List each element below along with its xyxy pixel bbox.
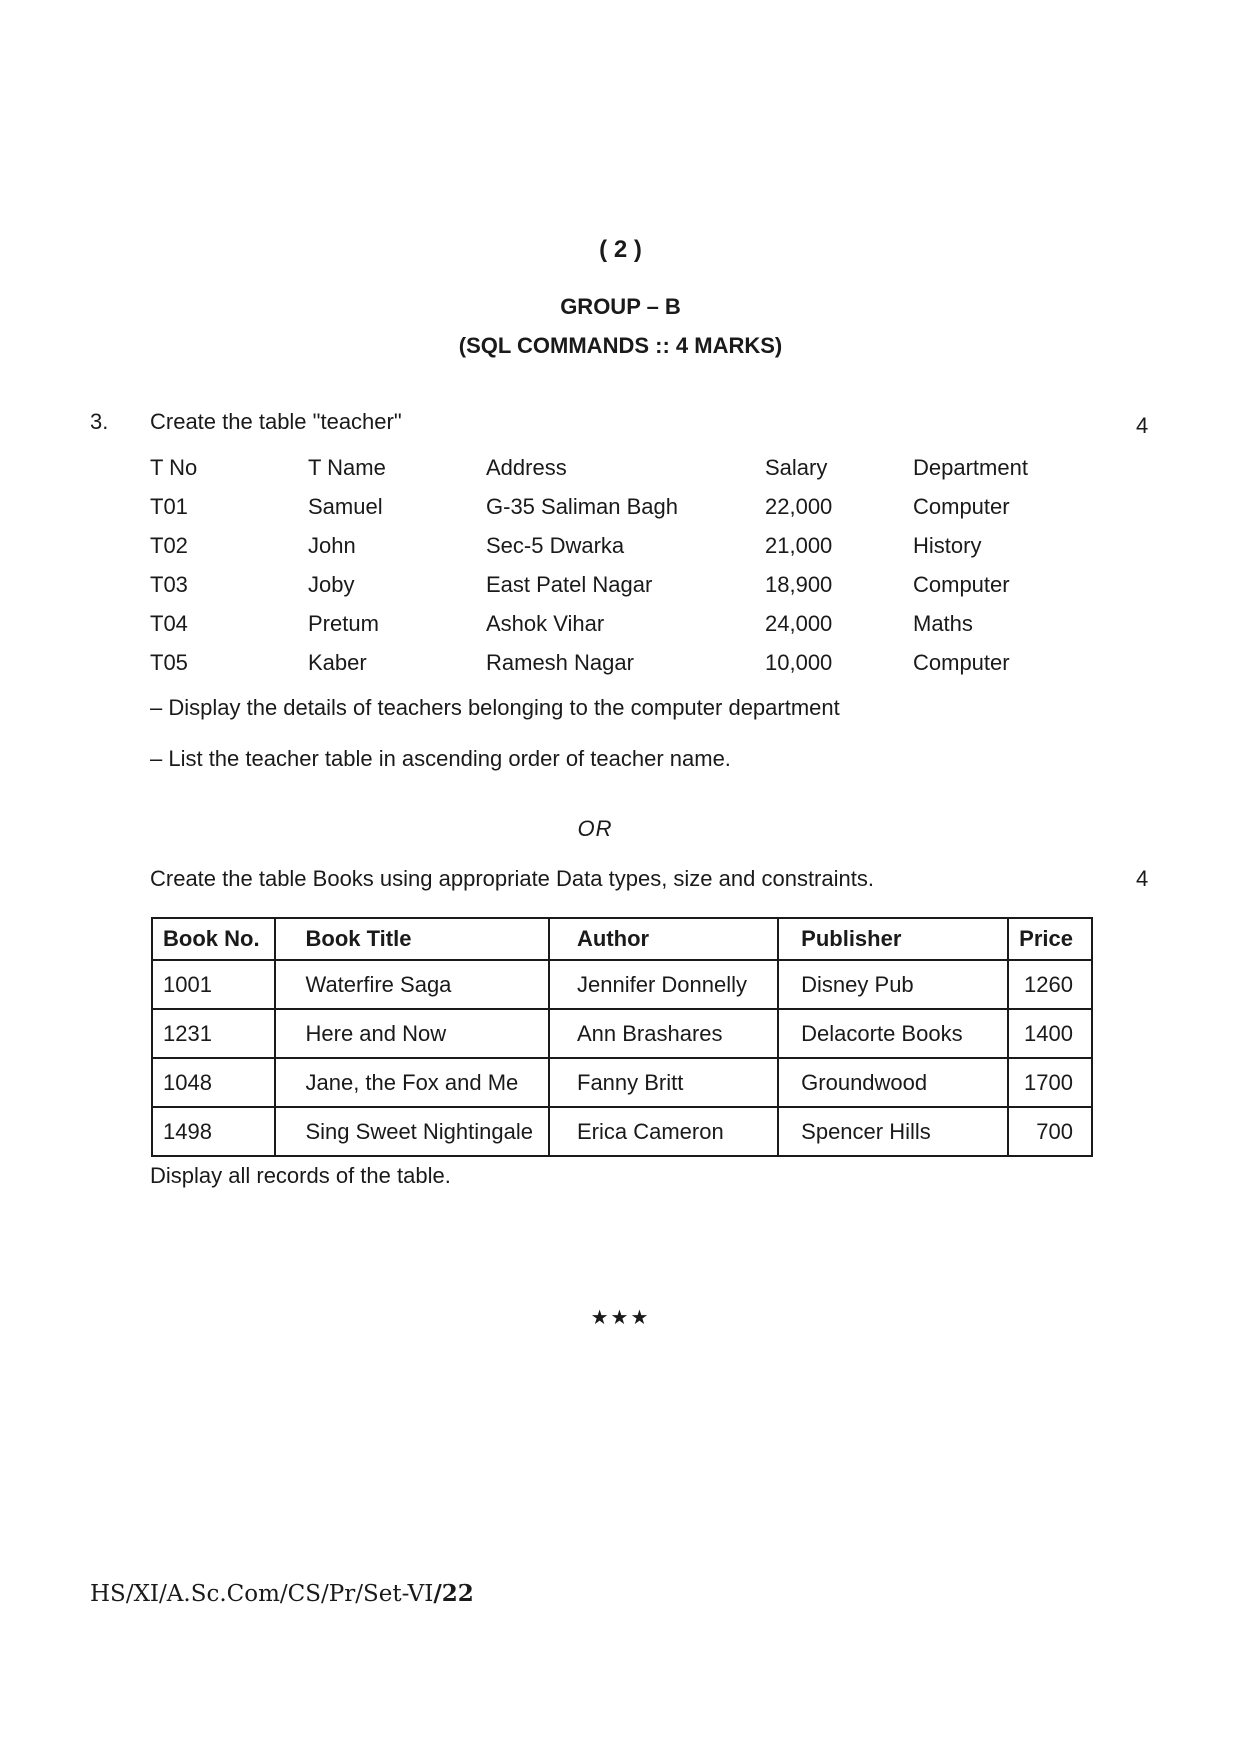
teacher-header-cell: Address [486, 455, 567, 480]
books-cell: 1498 [152, 1107, 275, 1156]
books-cell: Spencer Hills [778, 1107, 1008, 1156]
group-title: GROUP – B [560, 294, 681, 319]
books-table [151, 917, 1093, 1157]
alt-task: Display all records of the table. [150, 1163, 451, 1188]
books-cell: Jane, the Fox and Me [275, 1058, 550, 1107]
books-cell: Fanny Britt [549, 1058, 778, 1107]
teacher-cell: 22,000 [765, 494, 833, 519]
question-prompt: Create the table "teacher" [150, 409, 402, 434]
task-item: – Display the details of teachers belonging to the computer department [150, 695, 840, 720]
page-number: ( 2 ) [599, 236, 642, 263]
teacher-cell: Computer [913, 650, 1010, 675]
teacher-header-cell: T No [150, 455, 198, 480]
paper-year: /22 [433, 1580, 474, 1607]
alt-prompt: Create the table Books using appropriate Data types, size and constraints. [150, 866, 874, 891]
teacher-cell: T04 [150, 611, 188, 636]
books-row [152, 1107, 1092, 1156]
books-cell: Sing Sweet Nightingale [275, 1107, 550, 1156]
books-cell: 1048 [152, 1058, 275, 1107]
group-subtitle: (SQL COMMANDS :: 4 MARKS) [458, 333, 783, 358]
teacher-cell: Kaber [308, 650, 367, 675]
books-cell: Jennifer Donnelly [549, 960, 778, 1009]
teacher-header-cell: Department [913, 455, 1028, 480]
teacher-cell: G-35 Saliman Bagh [486, 494, 678, 519]
books-cell: Ann Brashares [549, 1009, 778, 1058]
books-cell: 1231 [152, 1009, 275, 1058]
books-cell: 1001 [152, 960, 275, 1009]
books-cell: 1260 [1008, 960, 1092, 1009]
question-marks: 4 [1136, 413, 1149, 438]
teacher-header-cell: T Name [308, 455, 386, 480]
books-header-cell: Book No. [152, 918, 275, 960]
books-cell: Here and Now [275, 1009, 550, 1058]
books-cell: Waterfire Saga [275, 960, 550, 1009]
teacher-cell: T03 [150, 572, 188, 597]
teacher-cell: T01 [150, 494, 188, 519]
teacher-cell: Ramesh Nagar [486, 650, 634, 675]
teacher-cell: 18,900 [765, 572, 833, 597]
teacher-cell: John [308, 533, 356, 558]
books-cell: Disney Pub [778, 960, 1008, 1009]
teacher-cell: Computer [913, 572, 1010, 597]
paper-code: HS/XI/A.Sc.Com/CS/Pr/Set-VI [90, 1581, 434, 1607]
teacher-cell: Sec-5 Dwarka [486, 533, 625, 558]
books-row [152, 960, 1092, 1009]
teacher-cell: Computer [913, 494, 1010, 519]
teacher-cell: 10,000 [765, 650, 833, 675]
books-row [152, 1058, 1092, 1107]
teacher-cell: 21,000 [765, 533, 833, 558]
books-header-cell: Price [1008, 918, 1092, 960]
teacher-cell: East Patel Nagar [486, 572, 653, 597]
books-row [152, 1009, 1092, 1058]
teacher-header-cell: Salary [765, 455, 828, 480]
books-cell: Groundwood [778, 1058, 1008, 1107]
teacher-cell: 24,000 [765, 611, 833, 636]
books-cell: 1700 [1008, 1058, 1092, 1107]
books-cell: Erica Cameron [549, 1107, 778, 1156]
task-item: – List the teacher table in ascending order of teacher name. [150, 746, 731, 771]
paper-code-footer [90, 1580, 474, 1607]
teacher-cell: T05 [150, 650, 188, 675]
books-header-cell: Publisher [778, 918, 1008, 960]
books-cell: 700 [1008, 1107, 1092, 1156]
alt-marks: 4 [1136, 866, 1149, 891]
or-separator: OR [577, 816, 613, 841]
books-cell: Delacorte Books [778, 1009, 1008, 1058]
question-number: 3. [90, 409, 109, 434]
teacher-cell: Pretum [308, 611, 379, 636]
books-header-cell: Book Title [275, 918, 550, 960]
end-of-paper-stars: ★★★ [590, 1307, 651, 1329]
teacher-cell: Ashok Vihar [486, 611, 605, 636]
books-header-cell: Author [549, 918, 778, 960]
teacher-cell: History [913, 533, 982, 558]
teacher-cell: T02 [150, 533, 188, 558]
teacher-cell: Maths [913, 611, 973, 636]
books-header-row [152, 918, 1092, 960]
teacher-cell: Joby [308, 572, 355, 597]
books-cell: 1400 [1008, 1009, 1092, 1058]
teacher-cell: Samuel [308, 494, 383, 519]
